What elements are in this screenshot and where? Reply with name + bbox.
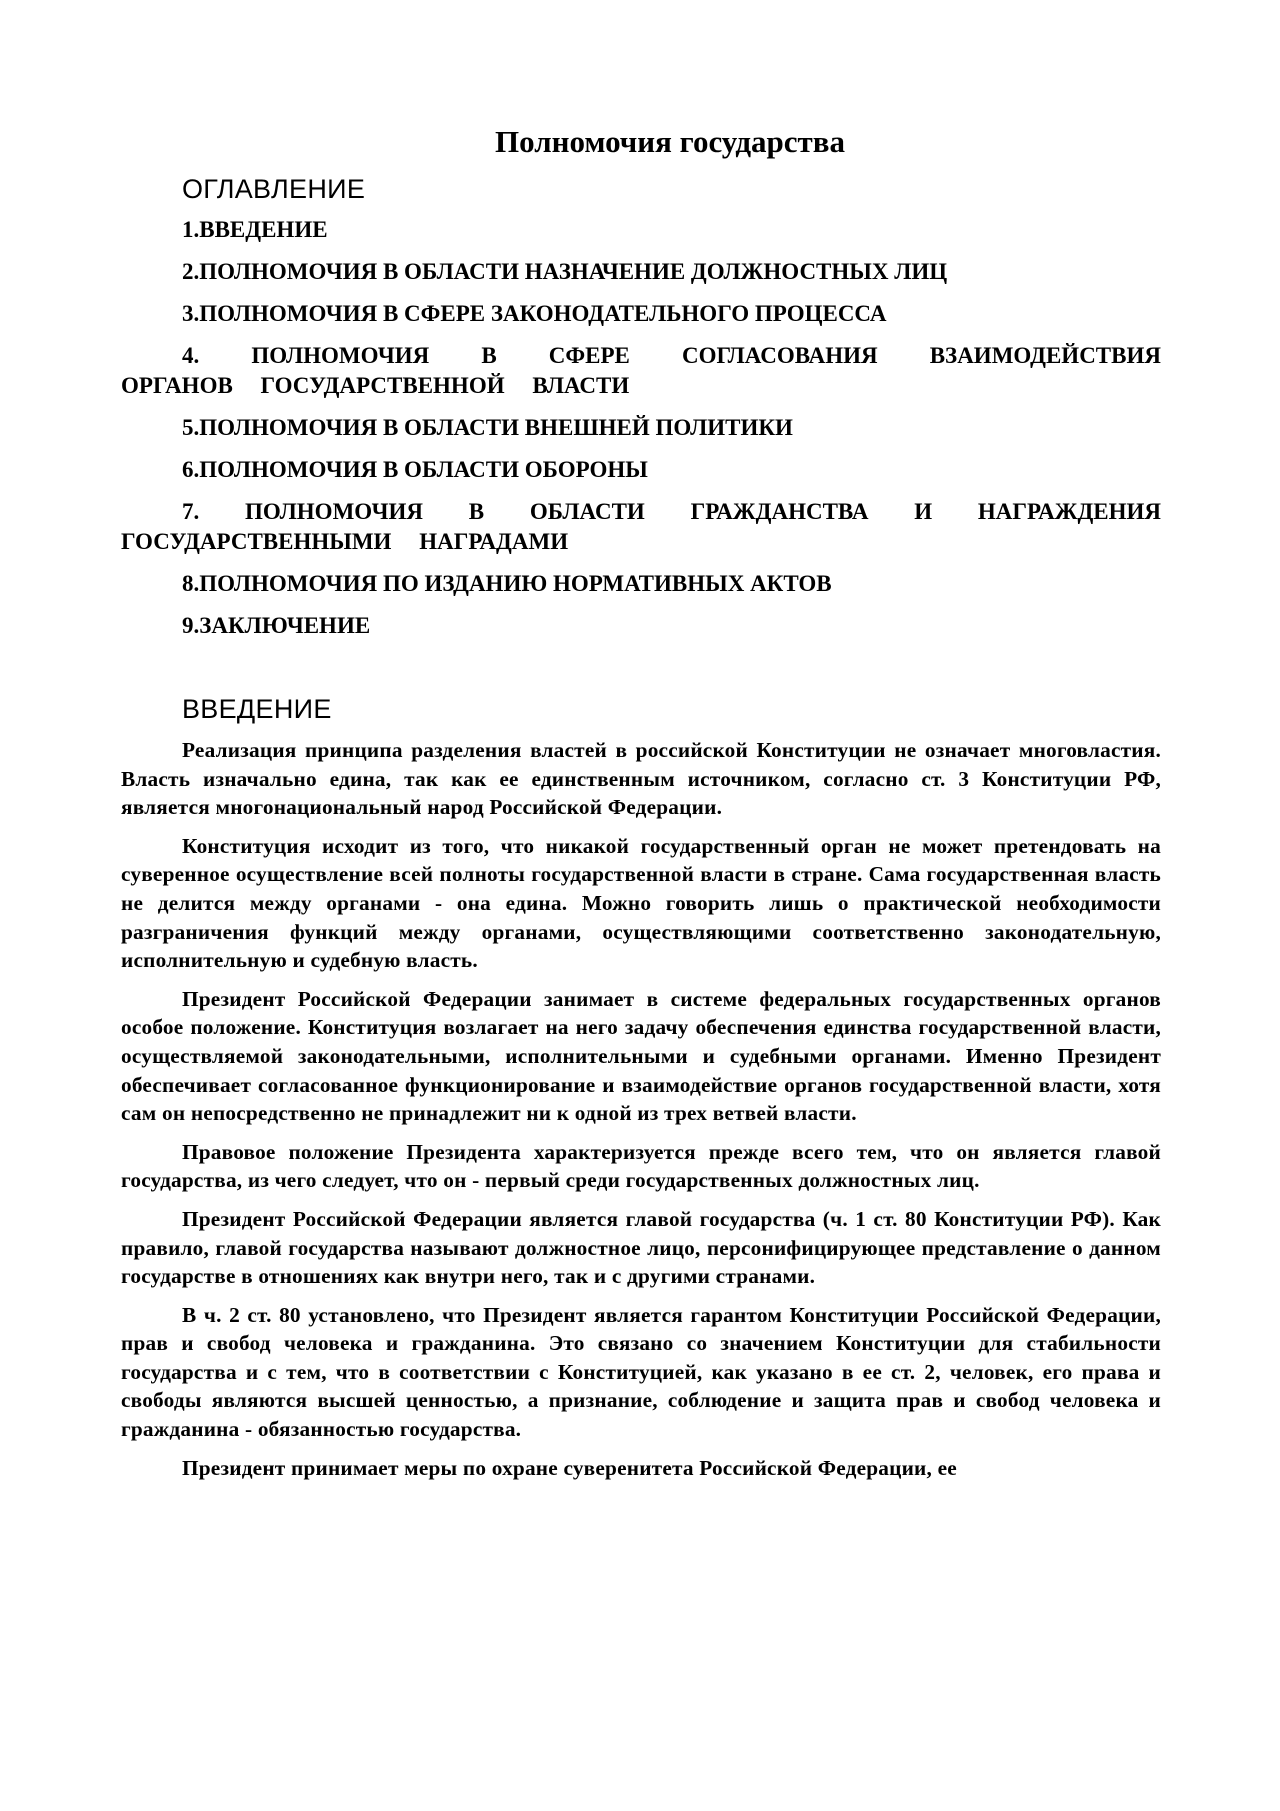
paragraph: Президент принимает меры по охране суверенитета Российской Федерации, ее — [182, 1455, 957, 1480]
toc-item-foreign-policy-powers: 5.ПОЛНОМОЧИЯ В ОБЛАСТИ ВНЕШНЕЙ ПОЛИТИКИ — [182, 415, 793, 440]
paragraph: Конституция исходит из того, что никакой государственный орган не может претендовать на суверенное осуществление всей полноты государственной власти в стране. Сама государственная власть не делится между органами - она едина. Можно говорить лишь о практической необходимости разграничения функций между органами, осуществляющими соответственно законодательную, исполнительную и судебную власть. — [121, 833, 1161, 973]
toc-item-citizenship-powers: 7. ПОЛНОМОЧИЯ В ОБЛАСТИ ГРАЖДАНСТВА И НАГРАЖДЕНИЯ ГОСУДАРСТВЕННЫМИ НАГРАДАМИ — [121, 499, 1161, 554]
introduction-heading: ВВЕДЕНИЕ — [182, 694, 332, 724]
table-of-contents — [121, 215, 1161, 641]
toc-item-appointment-powers: 2.ПОЛНОМОЧИЯ В ОБЛАСТИ НАЗНАЧЕНИЕ ДОЛЖНОСТНЫХ ЛИЦ — [182, 259, 948, 284]
paragraph: В ч. 2 ст. 80 установлено, что Президент является гарантом Конституции Российской Федерации, прав и свобод человека и гражданина. Это связано со значением Конституции для стабильности государства и с тем, что в соответствии с Конституцией, как указано в ее ст. 2, человек, его права и свободы являются высшей ценностью, а признание, соблюдение и защита прав и свобод человека и гражданина - обязанностью государства. — [121, 1302, 1161, 1442]
paragraph: Президент Российской Федерации является главой государства (ч. 1 ст. 80 Конституции РФ). Как правило, главой государства называют должностное лицо, персонифицирующее представление о данном государстве в отношениях как внутри него, так и с другими странами. — [121, 1206, 1161, 1289]
toc-item-conclusion: 9.ЗАКЛЮЧЕНИЕ — [182, 613, 371, 638]
toc-item-legislative-powers: 3.ПОЛНОМОЧИЯ В СФЕРЕ ЗАКОНОДАТЕЛЬНОГО ПРОЦЕССА — [182, 301, 887, 326]
toc-item-defense-powers: 6.ПОЛНОМОЧИЯ В ОБЛАСТИ ОБОРОНЫ — [182, 457, 648, 482]
toc-heading: ОГЛАВЛЕНИЕ — [182, 174, 366, 204]
toc-item-normative-acts-powers: 8.ПОЛНОМОЧИЯ ПО ИЗДАНИЮ НОРМАТИВНЫХ АКТОВ — [182, 571, 832, 596]
paragraph: Реализация принципа разделения властей в российской Конституции не означает многовластия. Власть изначально едина, так как ее единственным источником, согласно ст. 3 Конституции РФ, является многонациональный народ Российской Федерации. — [121, 738, 1161, 820]
document-title: Полномочия государства — [495, 124, 845, 159]
toc-item-coordination-powers: 4. ПОЛНОМОЧИЯ В СФЕРЕ СОГЛАСОВАНИЯ ВЗАИМОДЕЙСТВИЯ ОРГАНОВ ГОСУДАРСТВЕННОЙ ВЛАСТИ — [121, 343, 1161, 398]
paragraph: Президент Российской Федерации занимает в системе федеральных государственных органов особое положение. Конституция возлагает на него задачу обеспечения единства государственной власти, осуществляемой законодательными, исполнительными и судебными органами. Именно Президент обеспечивает согласованное функционирование и взаимодействие органов государственной власти, хотя сам он непосредственно не принадлежит ни к одной из трех ветвей власти. — [121, 986, 1161, 1126]
paragraph: Правовое положение Президента характеризуется прежде всего тем, что он является главой государства, из чего следует, что он - первый среди государственных должностных лиц. — [121, 1139, 1161, 1193]
toc-item-introduction: 1.ВВЕДЕНИЕ — [182, 217, 328, 242]
introduction-body — [121, 736, 1161, 1492]
